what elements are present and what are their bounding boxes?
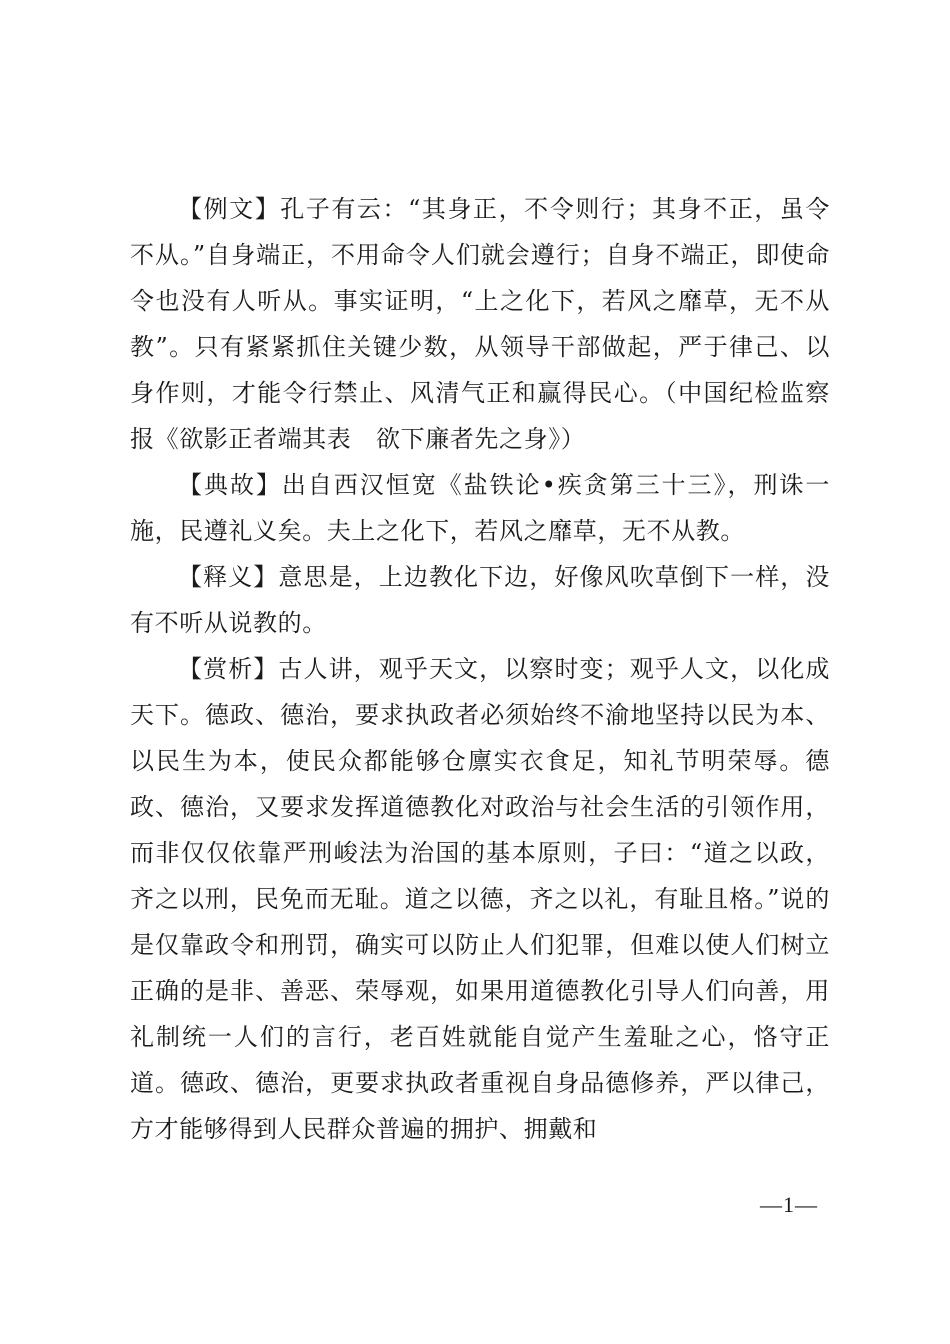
document-body bbox=[130, 186, 830, 1152]
paragraph-tag: 【释义】 bbox=[178, 563, 279, 591]
paragraph-tag: 【例文】 bbox=[178, 195, 281, 223]
paragraph-text: 孔子有云：“其身正，不令则行；其身不正，虽令不从。”自身端正，不用命令人们就会遵行；自身不端正，即使命令也没有人听从。事实证明，“上之化下，若风之靡草，无不从教”。只有紧紧抓住关键少数，从领导干部做起，严于律己、以身作则，才能令行禁止、风清气正和赢得民心。（中国纪检监察报《欲影正者端其表 欲下廉者先之身》） bbox=[130, 195, 830, 453]
page-number: —1— bbox=[760, 1192, 818, 1217]
paragraph-text: 出自西汉恒宽《盐铁论•疾贪第三十三》，刑诛一施，民遵礼义矣。夫上之化下，若风之靡草，无不从教。 bbox=[130, 471, 831, 545]
paragraph-text: 古人讲，观乎天文，以察时变；观乎人文，以化成天下。德政、德治，要求执政者必须始终不渝地坚持以民为本、以民生为本，使民众都能够仓廪实衣食足，知礼节明荣辱。德政、德治，又要求发挥道德教化对政治与社会生活的引领作用，而非仅仅依靠严刑峻法为治国的基本原则，子曰：“道之以政，齐之以刑，民免而无耻。道之以德，齐之以礼，有耻且格。”说的是仅靠政令和刑罚，确实可以防止人们犯罪，但难以使人们树立正确的是非、善恶、荣辱观，如果用道德教化引导人们向善，用礼制统一人们的言行，老百姓就能自觉产生羞耻之心，恪守正道。德政、德治，更要求执政者重视自身品德修养，严以律己，方才能够得到人民群众普遍的拥护、拥戴和 bbox=[130, 655, 830, 1143]
paragraph-tag: 【赏析】 bbox=[178, 655, 279, 683]
paragraph-text: 意思是，上边教化下边，好像风吹草倒下一样，没有不听从说教的。 bbox=[130, 563, 830, 637]
paragraph-appreciation bbox=[130, 646, 830, 1152]
paragraph-allusion bbox=[130, 462, 830, 554]
paragraph-tag: 【典故】 bbox=[178, 471, 282, 499]
paragraph-meaning bbox=[130, 554, 830, 646]
paragraph-example bbox=[130, 186, 830, 462]
